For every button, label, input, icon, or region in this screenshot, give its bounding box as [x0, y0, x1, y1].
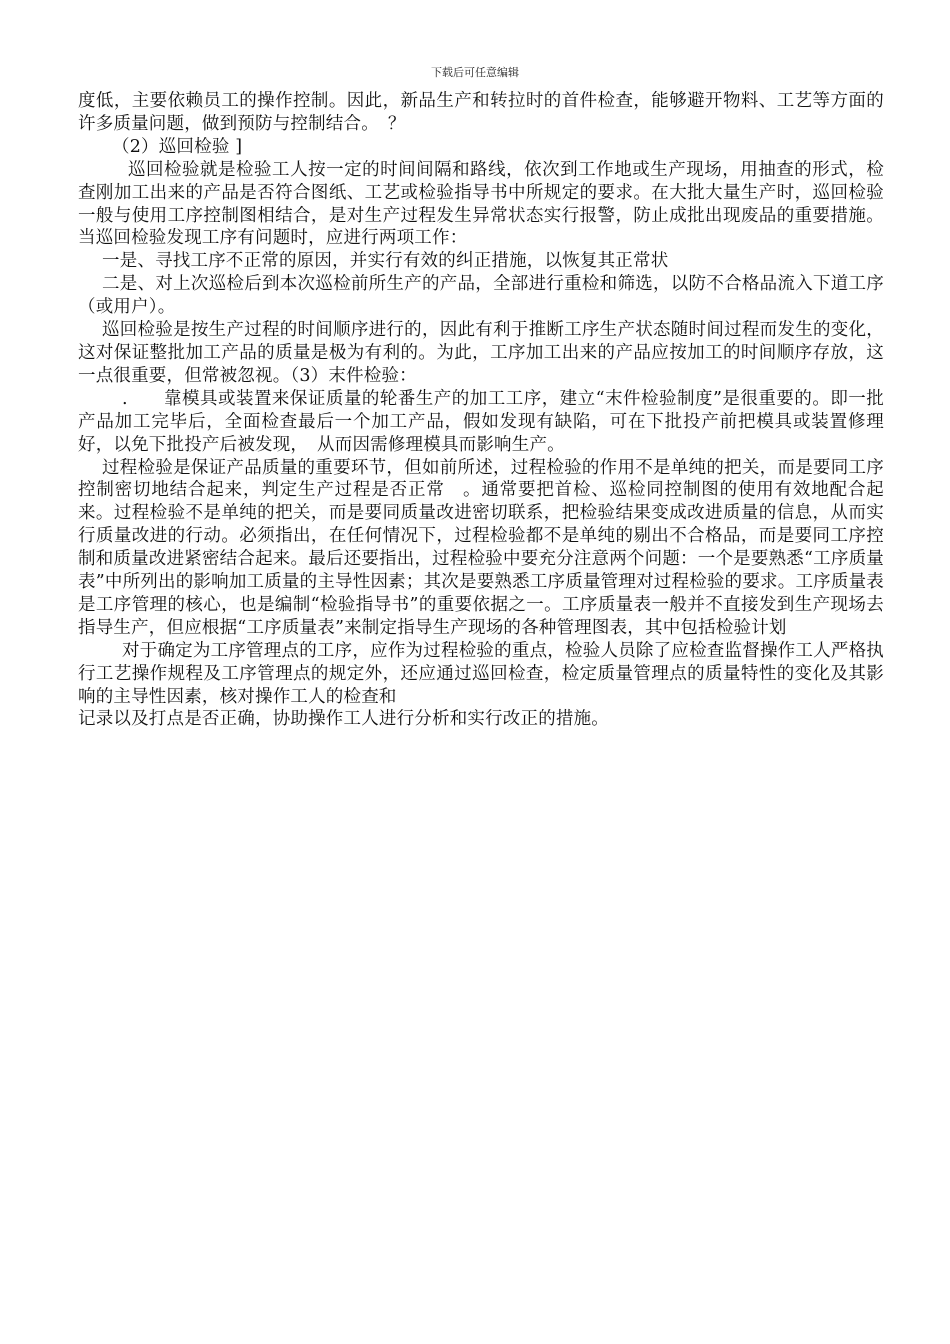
paragraph-continuation: 度低，主要依赖员工的操作控制。因此，新品生产和转拉时的首件检查，能够避开物料、工艺等方面的许多质量问题，做到预防与控制结合。 ？ — [78, 91, 884, 134]
list-item-first-task: 一是、寻找工序不正常的原因，并实行有效的纠正措施，以恢复其正常状 — [102, 251, 669, 272]
list-item-second-task: 二是、对上次巡检后到本次巡检前所生产的产品，全部进行重检和筛选，以防不合格品流入下道工序（或用户）。 — [78, 274, 884, 318]
paragraph-final-inspection: . 靠模具或装置来保证质量的轮番生产的加工工序，建立“末件检验制度”是很重要的。即一批产品加工完毕后，全面检查最后一个加工产品，假如发现有缺陷，可在下批投产前把模具或装置修理好，以免下批投产后被发现， 从而因需修理模具而影响生产。 — [78, 388, 884, 455]
section-heading-patrol-inspection: （2）巡回检验 ] — [112, 136, 243, 157]
paragraph-patrol-sequence: 巡回检验是按生产过程的时间顺序进行的，因此有利于推断工序生产状态随时间过程而发生的变化，这对保证整批加工产品的质量是极为有利的。为此，工序加工出来的产品应按加工的时间顺序存放，这一点很重要，但常被忽视。（3）末件检验： — [78, 320, 884, 386]
document-body — [78, 90, 884, 731]
page-header-note: 下载后可任意编辑 — [431, 66, 519, 79]
paragraph-process-inspection: 过程检验是保证产品质量的重要环节，但如前所述，过程检验的作用不是单纯的把关，而是要同工序控制密切地结合起来，判定生产过程是否正常 。通常要把首检、巡检同控制图的使用有效地配合起来。过程检验不是单纯的把关，而是要同质量改进密切联系，把检验结果变成改进质量的信息，从而实行质量改进的行动。必须指出，在任何情况下，过程检验都不是单纯的剔出不合格品，而是要同工序控制和质量改进紧密结合起来。最后还要指出，过程检验中要充分注意两个问题：一个是要熟悉“工序质量表”中所列出的影响加工质量的主导性因素；其次是要熟悉工序质量管理对过程检验的要求。工序质量表是工序管理的核心，也是编制“检验指导书”的重要依据之一。工序质量表一般并不直接发到生产现场去指导生产，但应根据“工序质量表”来制定指导生产现场的各种管理图表，其中包括检验计划 — [78, 457, 884, 638]
paragraph-control-points: 对于确定为工序管理点的工序，应作为过程检验的重点，检验人员除了应检查监督操作工人严格执行工艺操作规程及工序管理点的规定外，还应通过巡回检查，检定质量管理点的质量特性的变化及其影响的主导性因素，核对操作工人的检查和 — [78, 640, 884, 707]
paragraph-final-line: 记录以及打点是否正确，协助操作工人进行分析和实行改正的措施。 — [78, 709, 609, 730]
paragraph-patrol-inspection: 巡回检验就是检验工人按一定的时间间隔和路线，依次到工作地或生产现场，用抽查的形式，检查刚加工出来的产品是否符合图纸、工艺或检验指导书中所规定的要求。在大批大量生产时，巡回检验一般与使用工序控制图相结合，是对生产过程发生异常状态实行报警，防止成批出现废品的重要措施。当巡回检验发现工序有问题时，应进行两项工作： — [78, 159, 884, 249]
